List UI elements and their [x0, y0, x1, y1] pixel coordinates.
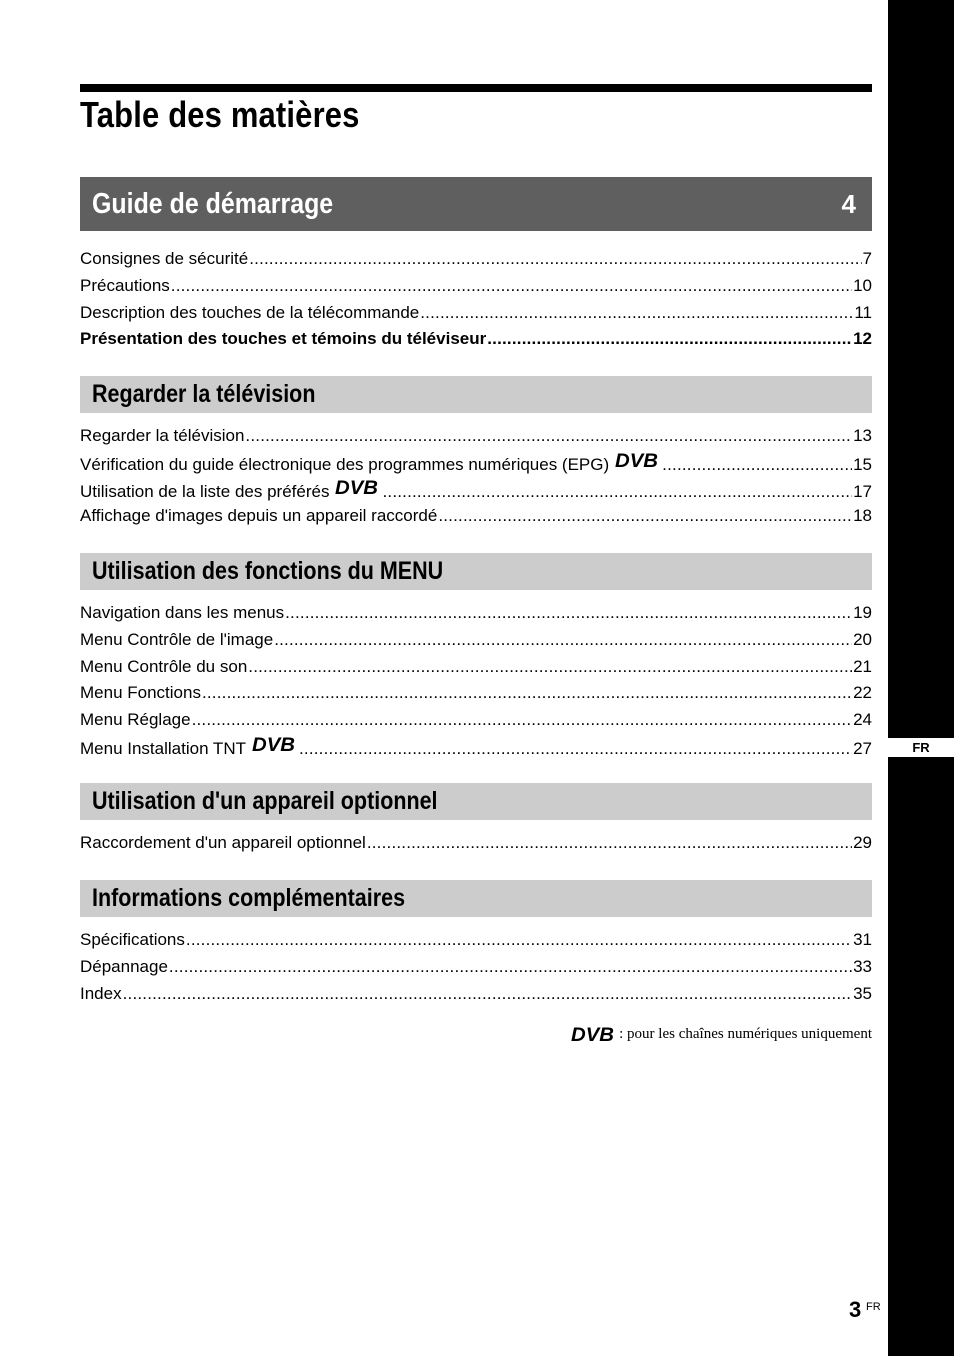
- language-tab: FR: [888, 738, 954, 757]
- page-number-suffix: FR: [866, 1301, 881, 1313]
- toc-entry-page: 15: [853, 454, 872, 474]
- top-rule: [80, 84, 872, 92]
- toc-entry-title: Navigation dans les menus: [80, 603, 285, 622]
- section-heading-appareil-optionnel: [80, 783, 872, 820]
- dvb-icon: [571, 1024, 615, 1044]
- dot-leader: [487, 326, 852, 353]
- toc-entry-title: Raccordement d'un appareil optionnel: [80, 833, 366, 852]
- toc-entry-page: 10: [853, 275, 872, 295]
- dvb-icon: [335, 477, 379, 497]
- section-heading-page: 4: [841, 188, 856, 219]
- section-heading-informations: [80, 880, 872, 917]
- section-heading-guide-demarrage: [80, 177, 872, 231]
- dot-leader: [245, 423, 852, 450]
- dot-leader: [438, 503, 852, 530]
- dot-leader: [299, 736, 852, 763]
- footnote-text: : pour les chaînes numériques uniquement: [619, 1025, 872, 1042]
- dot-leader: [192, 707, 853, 734]
- toc-entry-title: Spécifications: [80, 930, 185, 949]
- toc-list: [80, 423, 872, 530]
- toc-entry-title: Précautions: [80, 275, 170, 295]
- toc-entry-title: Menu Contrôle du son: [80, 656, 248, 676]
- toc-entry-page: 19: [853, 603, 872, 622]
- dvb-logo-text: DVB: [615, 450, 659, 470]
- toc-entry-title: Regarder la télévision: [80, 426, 245, 445]
- toc-entry[interactable]: [80, 927, 872, 954]
- section-heading-label: Utilisation d'un appareil optionnel: [92, 787, 438, 815]
- toc-entry-title: Consignes de sécurité: [80, 249, 249, 268]
- toc-entry-title: Dépannage: [80, 956, 168, 976]
- page-title: Table des matières: [80, 94, 360, 135]
- toc-entry-title: Menu Installation TNT: [80, 738, 246, 758]
- dot-leader: [382, 479, 852, 506]
- toc-entry-title: Présentation des touches et témoins du téléviseur: [80, 329, 487, 349]
- toc-entry[interactable]: [80, 954, 872, 981]
- section-heading-label: Guide de démarrage: [92, 187, 334, 220]
- dvb-icon: [252, 734, 296, 754]
- toc-entry-title: Index: [80, 983, 122, 1003]
- dot-leader: [662, 452, 852, 479]
- toc-entry-title: Vérification du guide électronique des programmes numériques (EPG): [80, 454, 610, 474]
- toc-entry-page: 31: [853, 930, 872, 949]
- toc-entry-page: 17: [853, 481, 872, 501]
- toc-entry-page: 11: [854, 302, 872, 322]
- toc-entry-title: Utilisation de la liste des préférés: [80, 481, 330, 501]
- toc-entry-page: 24: [853, 710, 872, 730]
- toc-entry-title: Description des touches de la télécommande: [80, 302, 420, 322]
- toc-entry[interactable]: [80, 654, 872, 681]
- toc-entry-page: 21: [853, 656, 872, 676]
- toc-entry-page: 33: [853, 956, 872, 976]
- toc-entry[interactable]: [80, 246, 872, 273]
- toc-entry[interactable]: [80, 707, 872, 734]
- toc-entry-page: 18: [853, 506, 872, 526]
- toc-list: [80, 830, 872, 857]
- section-heading-label: Regarder la télévision: [92, 380, 316, 408]
- dot-leader: [123, 981, 852, 1008]
- section-heading-fonctions-menu: [80, 553, 872, 590]
- page-number: 3: [849, 1297, 862, 1322]
- dvb-logo-text: DVB: [571, 1025, 615, 1044]
- section-heading-regarder-television: [80, 376, 872, 413]
- dot-leader: [186, 927, 852, 954]
- toc-entry[interactable]: [80, 477, 872, 504]
- dot-leader: [248, 654, 852, 681]
- toc-list: [80, 927, 872, 1007]
- toc-entry[interactable]: [80, 450, 872, 477]
- toc-entry[interactable]: [80, 981, 872, 1008]
- toc-entry[interactable]: [80, 503, 872, 530]
- toc-entry-page: 29: [853, 833, 872, 852]
- side-margin-bar: [888, 0, 954, 1356]
- toc-entry-page: 7: [862, 249, 872, 268]
- toc-entry-page: 35: [853, 983, 872, 1003]
- toc-list: [80, 600, 872, 761]
- section-heading-label: Informations complémentaires: [92, 884, 406, 912]
- dot-leader: [367, 830, 852, 857]
- toc-entry[interactable]: [80, 627, 872, 654]
- dot-leader: [202, 680, 852, 707]
- toc-list: [80, 246, 872, 353]
- toc-entry[interactable]: [80, 423, 872, 450]
- toc-entry-page: 13: [853, 426, 872, 445]
- dot-leader: [420, 300, 853, 327]
- toc-entry-title: Menu Fonctions: [80, 683, 201, 703]
- toc-entry[interactable]: [80, 273, 872, 300]
- toc-entry-title: Menu Réglage: [80, 710, 191, 730]
- toc-entry-title: Menu Contrôle de l'image: [80, 629, 274, 649]
- toc-entry-page: 22: [853, 683, 872, 703]
- toc-entry[interactable]: [80, 734, 872, 761]
- dot-leader: [274, 627, 852, 654]
- dvb-footnote: [571, 1024, 872, 1044]
- toc-entry[interactable]: [80, 326, 872, 353]
- dvb-logo-text: DVB: [335, 477, 379, 497]
- toc-entry[interactable]: [80, 600, 872, 627]
- dvb-logo-text: DVB: [251, 734, 296, 754]
- dot-leader: [169, 954, 852, 981]
- toc-entry-page: 12: [853, 329, 872, 349]
- toc-entry-title: Affichage d'images depuis un appareil raccordé: [80, 506, 438, 526]
- dot-leader: [285, 600, 852, 627]
- dot-leader: [171, 273, 852, 300]
- dvb-icon: [615, 450, 659, 470]
- toc-entry-page: 27: [853, 738, 872, 758]
- dot-leader: [249, 246, 861, 273]
- section-heading-label: Utilisation des fonctions du MENU: [92, 557, 444, 585]
- toc-entry[interactable]: [80, 300, 872, 327]
- toc-entry[interactable]: [80, 830, 872, 857]
- toc-entry-page: 20: [853, 629, 872, 649]
- toc-entry[interactable]: [80, 680, 872, 707]
